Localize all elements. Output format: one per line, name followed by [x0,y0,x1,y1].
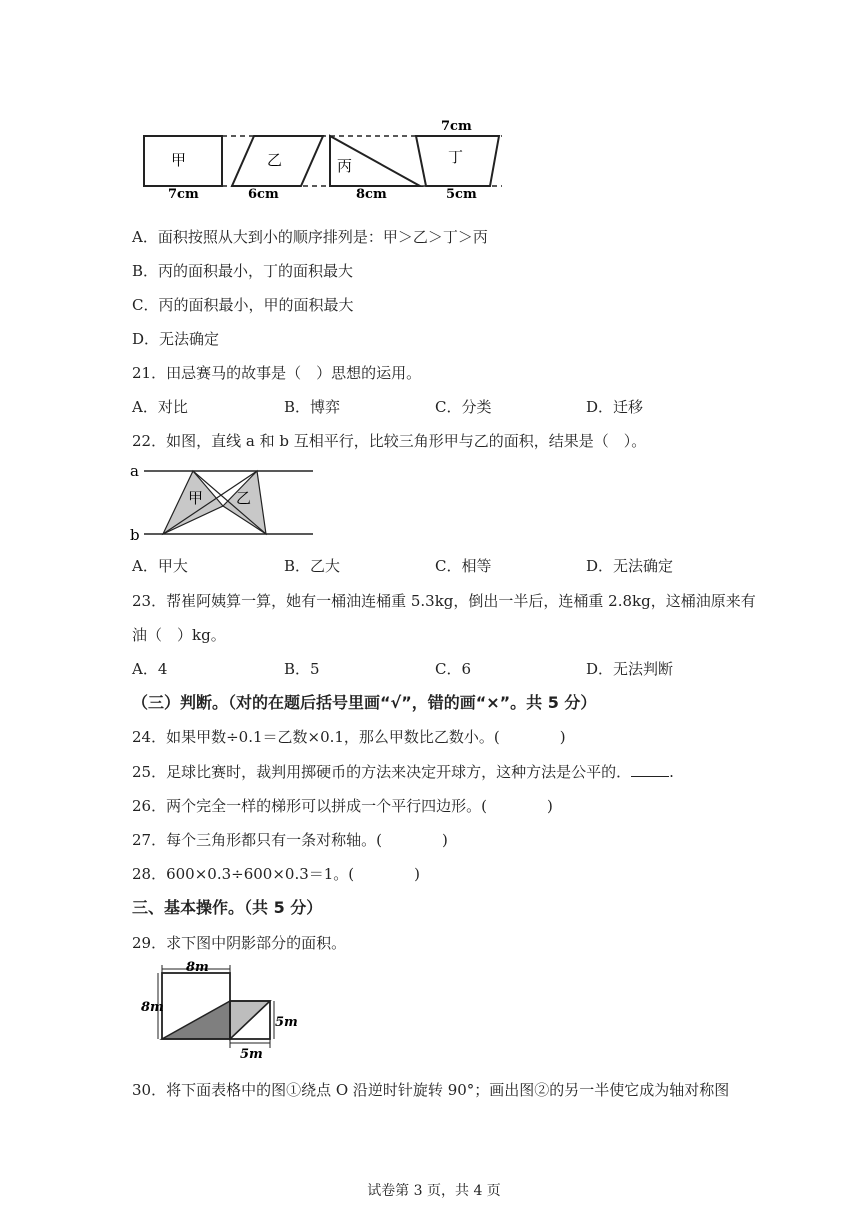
q29-stem: 29．求下图中阴影部分的面积。 [132,934,347,952]
q20-option-b: B．丙的面积最小，丁的面积最大 [132,262,354,280]
q23-stem-line2: 油（ ）kg。 [132,626,226,644]
page-footer: 试卷第 3 页，共 4 页 [367,1183,501,1199]
shape-ding-top: 7cm [441,119,472,134]
q22-stem: 22．如图，直线 a 和 b 互相平行，比较三角形甲与乙的面积，结果是（ ）。 [132,432,647,450]
q29-figure [138,960,298,1064]
section-judgment-heading: （三）判断。（对的在题后括号里画“√”，错的画“×”。共 5 分） [132,693,597,712]
q30-stem: 30．将下面表格中的图①绕点 O 沿逆时针旋转 90°；画出图②的另一半使它成为轴对称图 [132,1081,730,1099]
q23-stem-line1: 23．帮崔阿姨算一算，她有一桶油连桶重 5.3kg，倒出一半后，连桶重 2.8kg，这桶油原来有 [132,592,756,610]
q20-option-a: A．面积按照从大到小的顺序排列是：甲＞乙＞丁＞丙 [132,228,488,246]
q22-option-d: D．无法确定 [586,557,674,575]
q23-option-a: A．4 [132,660,168,678]
triangle-jia-label: 甲 [188,489,204,507]
line-b-label: b [130,526,140,542]
shape-ding-label: 丁 [448,148,464,166]
label-left: 8m [141,1000,164,1015]
shaded-triangle-left [162,1001,230,1039]
q26-stem: 26．两个完全一样的梯形可以拼成一个平行四边形。( ) [132,797,553,815]
label-top: 8m [186,960,209,975]
q28-stem: 28．600×0.3÷600×0.3＝1。( ) [132,865,421,883]
section-operations-heading: 三、基本操作。（共 5 分） [132,898,323,917]
shape-jia-label: 甲 [171,151,187,169]
shape-yi-base: 6cm [248,187,279,202]
q24-stem: 24．如果甲数÷0.1＝乙数×0.1，那么甲数比乙数小。( ) [132,728,566,746]
shape-jia-base: 7cm [168,187,199,202]
shapes-figure [130,112,520,204]
triangle-yi-label: 乙 [236,489,252,507]
q22-option-a: A．甲大 [132,557,188,575]
q21-option-d: D．迁移 [586,398,644,416]
shape-ding-base: 5cm [446,187,477,202]
q21-option-b: B．博弈 [284,398,341,416]
q23-option-c: C．6 [435,660,472,678]
q21-option-c: C．分类 [435,398,492,416]
label-bottom: 5m [240,1047,263,1062]
label-right: 5m [275,1015,298,1030]
q23-option-d: D．无法判断 [586,660,674,678]
q20-option-c: C．丙的面积最小，甲的面积最大 [132,296,354,314]
shape-bing-base: 8cm [356,187,387,202]
q27-stem: 27．每个三角形都只有一条对称轴。( ) [132,831,448,849]
shape-yi-label: 乙 [267,151,283,169]
line-a-label: a [130,462,139,480]
q25-line: 25．足球比赛时，裁判用掷硬币的方法来决定开球方，这种方法是公平的． . [132,763,674,781]
q23-option-b: B．5 [284,660,320,678]
q21-option-a: A．对比 [132,398,188,416]
q25-stem: 25．足球比赛时，裁判用掷硬币的方法来决定开球方，这种方法是公平的． [132,763,632,781]
q20-option-d: D．无法确定 [132,330,220,348]
q25-answer-blank[interactable] [631,762,669,777]
q22-figure [128,458,318,542]
q22-option-c: C．相等 [435,557,492,575]
q22-option-b: B．乙大 [284,557,341,575]
q21-stem: 21．田忌赛马的故事是（ ）思想的运用。 [132,364,422,382]
shape-bing-label: 丙 [337,157,353,175]
